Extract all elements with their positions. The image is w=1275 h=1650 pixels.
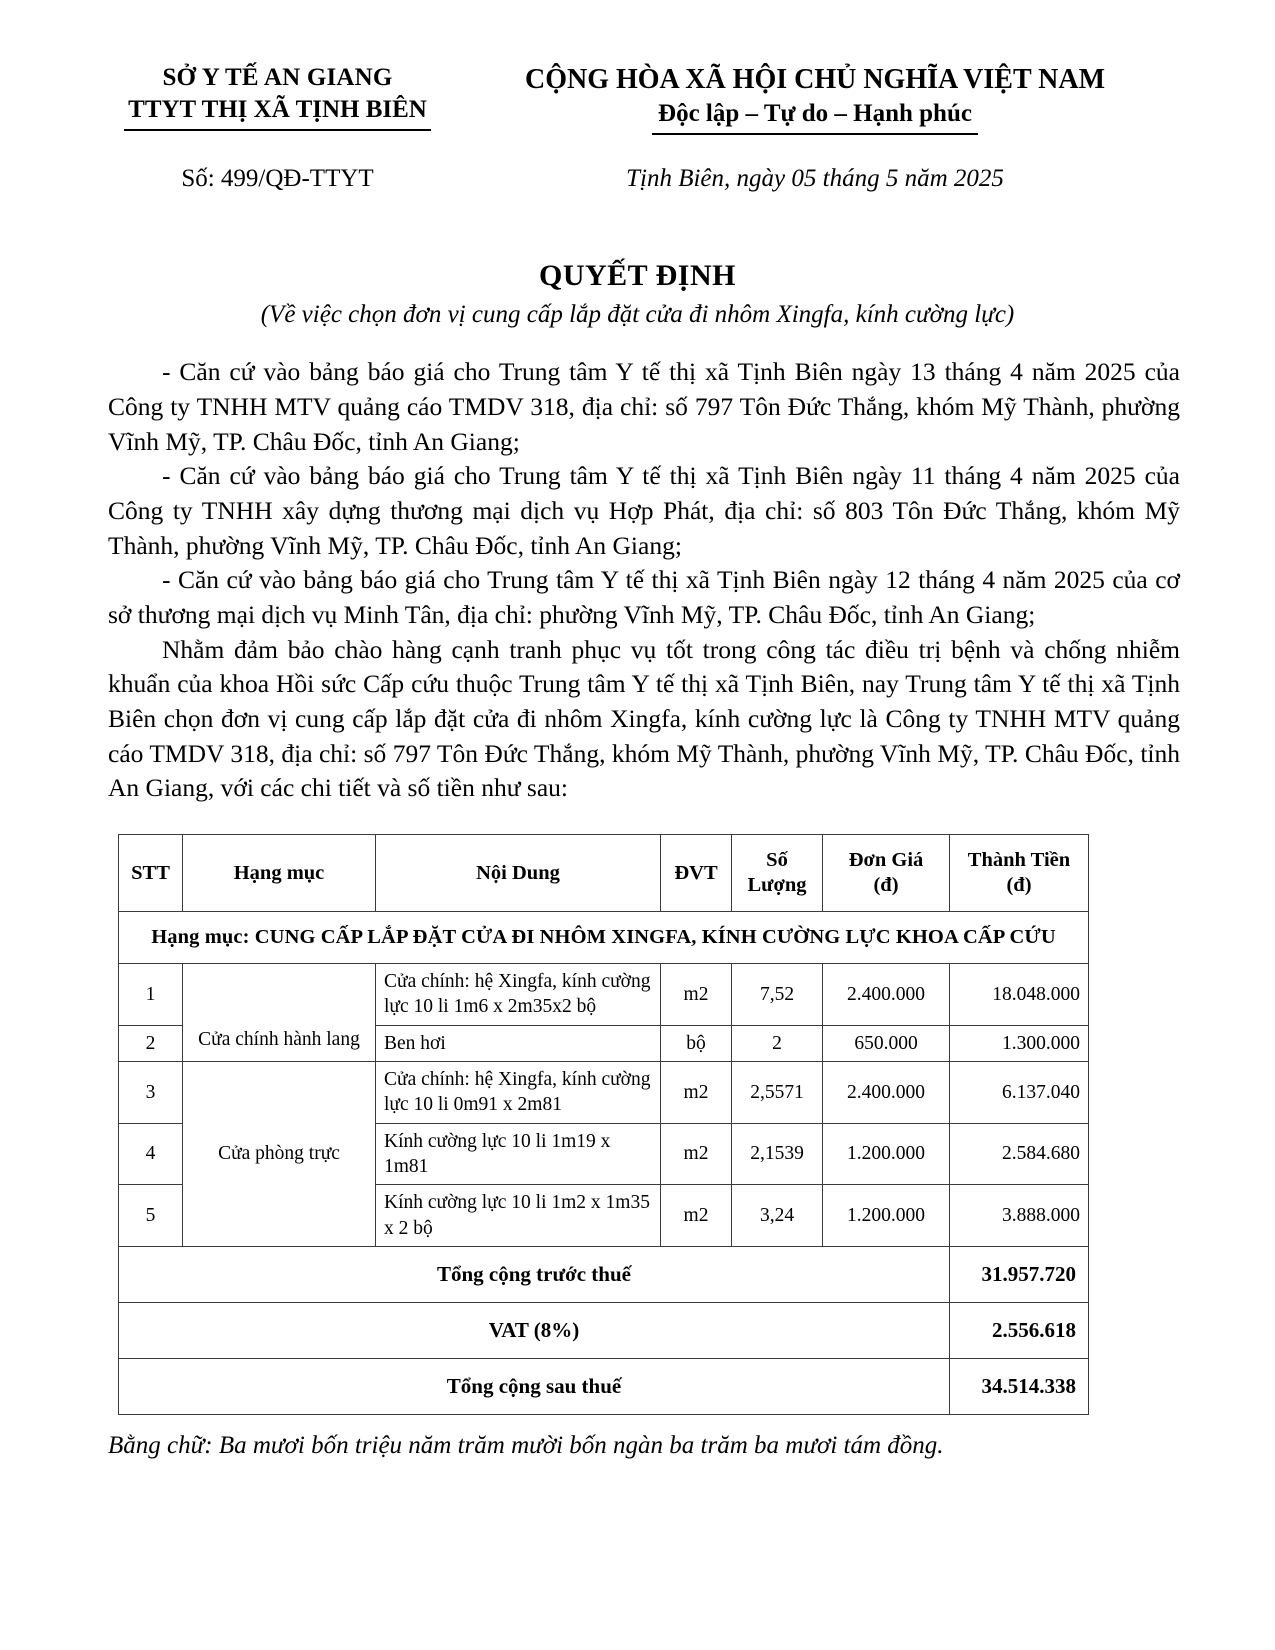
cell-noidung: Cửa chính: hệ Xingfa, kính cường lực 10 li 0m91 x 2m81	[376, 1062, 661, 1124]
cell-thanhtien: 18.048.000	[950, 964, 1089, 1026]
body-text	[0, 355, 1275, 806]
cell-noidung: Kính cường lực 10 li 1m2 x 1m35 x 2 bộ	[376, 1185, 661, 1247]
national-motto-block	[455, 62, 1175, 135]
column-header-soluong	[732, 835, 823, 912]
cell-dvt: m2	[661, 1123, 732, 1185]
paragraph-basis-3: - Căn cứ vào bảng báo giá cho Trung tâm Y tế thị xã Tịnh Biên ngày 12 tháng 4 năm 2025 của cơ sở thương mại dịch vụ Minh Tân, địa chỉ: phường Vĩnh Mỹ, TP. Châu Đốc, tỉnh An Giang;	[108, 565, 1180, 630]
cell-soluong: 3,24	[732, 1185, 823, 1247]
total-row-before-tax	[119, 1247, 1089, 1303]
cell-noidung: Kính cường lực 10 li 1m19 x 1m81	[376, 1123, 661, 1185]
cell-dongia: 2.400.000	[823, 1062, 950, 1124]
cell-dongia: 1.200.000	[823, 1123, 950, 1185]
table-section-row	[119, 912, 1089, 964]
cell-noidung: Cửa chính: hệ Xingfa, kính cường lực 10 li 1m6 x 2m35x2 bộ	[376, 964, 661, 1026]
column-header-hangmuc: Hạng mục	[183, 835, 376, 912]
cell-soluong: 7,52	[732, 964, 823, 1026]
cell-thanhtien: 6.137.040	[950, 1062, 1089, 1124]
cell-stt: 5	[119, 1185, 183, 1247]
column-header-stt: STT	[119, 835, 183, 912]
total-row-vat	[119, 1303, 1089, 1359]
column-header-soluong-line2: Lượng	[747, 874, 807, 897]
table-header-row	[119, 835, 1089, 912]
place-and-date: Tịnh Biên, ngày 05 tháng 5 năm 2025	[626, 165, 1004, 193]
issuing-authority-block	[100, 62, 455, 135]
cell-noidung: Ben hơi	[376, 1025, 661, 1061]
paragraph-basis-1: - Căn cứ vào bảng báo giá cho Trung tâm Y tế thị xã Tịnh Biên ngày 13 tháng 4 năm 2025 của Công ty TNHH MTV quảng cáo TMDV 318, địa chỉ: số 797 Tôn Đức Thắng, khóm Mỹ Thành, phường Vĩnh Mỹ, TP. Châu Đốc, tỉnh An Giang;	[108, 357, 1180, 456]
column-header-thanhtien	[950, 835, 1089, 912]
document-number: Số: 499/QĐ-TTYT	[181, 165, 374, 193]
total-row-after-tax	[119, 1359, 1089, 1415]
column-header-dvt: ĐVT	[661, 835, 732, 912]
section-title: Hạng mục: CUNG CẤP LẮP ĐẶT CỬA ĐI NHÔM XINGFA, KÍNH CƯỜNG LỰC KHOA CẤP CỨU	[119, 912, 1089, 964]
cell-dvt: m2	[661, 1062, 732, 1124]
column-header-thanhtien-line1: Thành Tiền	[967, 849, 1071, 872]
cell-dvt: m2	[661, 1185, 732, 1247]
page-title: QUYẾT ĐỊNH	[539, 259, 736, 293]
table-row	[119, 1062, 1089, 1124]
national-motto: Độc lập – Tự do – Hạnh phúc	[652, 98, 978, 136]
column-header-dongia-line2: (đ)	[873, 874, 899, 897]
paragraph-decision: Nhằm đảm bảo chào hàng cạnh tranh phục vụ tốt trong công tác điều trị bệnh và chống nhiễm khuẩn của khoa Hồi sức Cấp cứu thuộc Trung tâm Y tế thị xã Tịnh Biên, nay Trung tâm Y tế thị xã Tịnh Biên chọn đơn vị cung cấp lắp đặt cửa đi nhôm Xingfa, kính cường lực là Công ty TNHH MTV quảng cáo TMDV 318, địa chỉ: số 797 Tôn Đức Thắng, khóm Mỹ Thành, phường Vĩnh Mỹ, TP. Châu Đốc, tỉnh An Giang, với các chi tiết và số tiền như sau:	[108, 634, 1180, 803]
title-block	[0, 259, 1275, 329]
vat-value: 2.556.618	[950, 1303, 1089, 1359]
cell-hangmuc-group2: Cửa phòng trực	[183, 1062, 376, 1247]
health-center-name: TTYT THỊ XÃ TỊNH BIÊN	[124, 94, 431, 131]
cell-thanhtien: 2.584.680	[950, 1123, 1089, 1185]
document-header	[0, 0, 1275, 135]
cell-hangmuc-group1: Cửa chính hành lang	[183, 964, 376, 1062]
items-table-wrapper	[0, 834, 1275, 1415]
column-header-noidung: Nội Dung	[376, 835, 661, 912]
cell-dvt: m2	[661, 964, 732, 1026]
cell-stt: 2	[119, 1025, 183, 1061]
cell-stt: 3	[119, 1062, 183, 1124]
paragraph-basis-2: - Căn cứ vào bảng báo giá cho Trung tâm Y tế thị xã Tịnh Biên ngày 11 tháng 4 năm 2025 của Công ty TNHH xây dựng thương mại dịch vụ Hợp Phát, địa chỉ: số 803 Tôn Đức Thắng, khóm Mỹ Thành, phường Vĩnh Mỹ, TP. Châu Đốc, tỉnh An Giang;	[108, 461, 1180, 560]
column-header-soluong-line1: Số	[766, 849, 788, 872]
vat-label: VAT (8%)	[119, 1303, 950, 1359]
column-header-dongia-line1: Đơn Giá	[848, 849, 924, 872]
cell-soluong: 2,5571	[732, 1062, 823, 1124]
cell-soluong: 2	[732, 1025, 823, 1061]
cell-dongia: 2.400.000	[823, 964, 950, 1026]
items-table	[118, 834, 1089, 1415]
total-label: Tổng cộng trước thuế	[119, 1247, 950, 1303]
cell-thanhtien: 3.888.000	[950, 1185, 1089, 1247]
column-header-dongia	[823, 835, 950, 912]
country-name: CỘNG HÒA XÃ HỘI CHỦ NGHĨA VIỆT NAM	[524, 64, 1106, 95]
cell-dongia: 1.200.000	[823, 1185, 950, 1247]
grand-total-label: Tổng cộng sau thuế	[119, 1359, 950, 1415]
total-value: 31.957.720	[950, 1247, 1089, 1303]
document-meta-row	[0, 135, 1275, 193]
cell-stt: 1	[119, 964, 183, 1026]
cell-soluong: 2,1539	[732, 1123, 823, 1185]
province-health-department: SỞ Y TẾ AN GIANG	[162, 64, 393, 91]
column-header-thanhtien-line2: (đ)	[1006, 874, 1032, 897]
cell-dongia: 650.000	[823, 1025, 950, 1061]
cell-stt: 4	[119, 1123, 183, 1185]
table-row	[119, 964, 1089, 1026]
cell-thanhtien: 1.300.000	[950, 1025, 1089, 1061]
grand-total-value: 34.514.338	[950, 1359, 1089, 1415]
cell-dvt: bộ	[661, 1025, 732, 1061]
page-subtitle: (Về việc chọn đơn vị cung cấp lắp đặt cửa đi nhôm Xingfa, kính cường lực)	[260, 301, 1015, 329]
amount-in-words: Bằng chữ: Ba mươi bốn triệu năm trăm mười bốn ngàn ba trăm ba mươi tám đồng.	[108, 1432, 944, 1460]
